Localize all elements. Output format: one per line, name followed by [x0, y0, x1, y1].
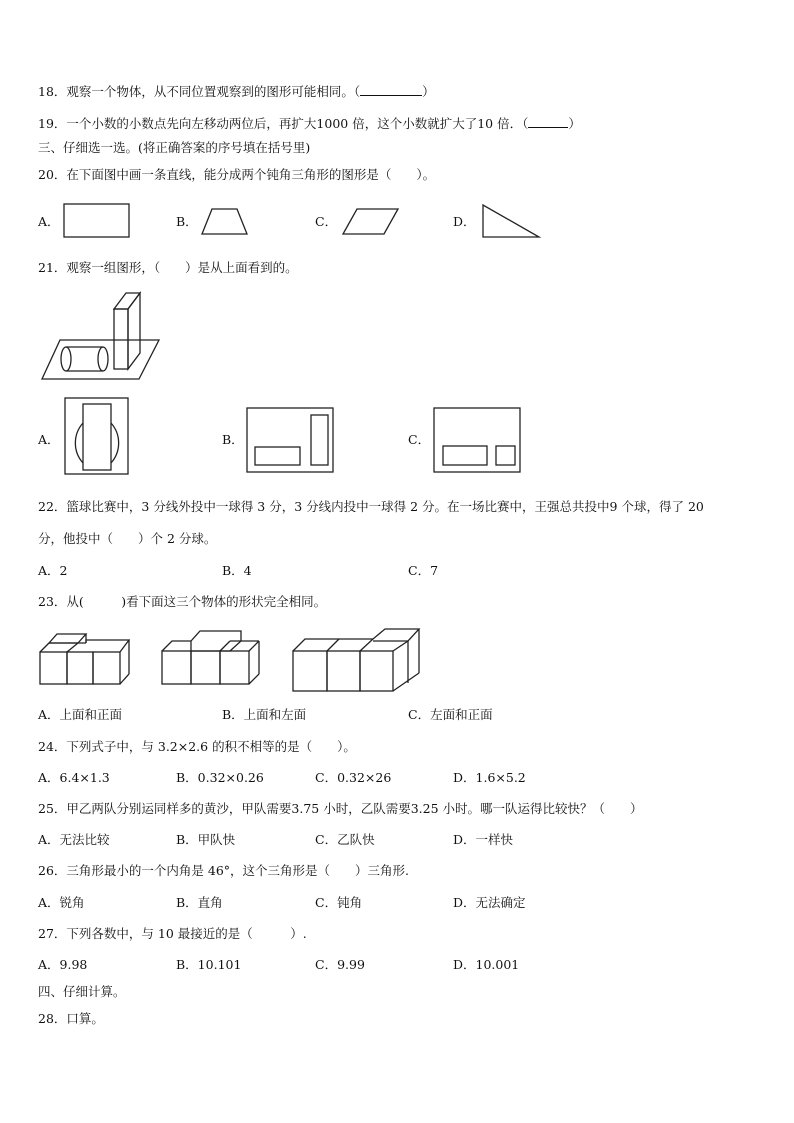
q20-option-d[interactable]: D． [453, 214, 476, 229]
section-3-heading: 三、仔细选一选。(将正确答案的序号填在括号里) [38, 140, 311, 155]
q24-option-b[interactable]: B．0.32×0.26 [176, 770, 264, 785]
question-25-text: 25．甲乙两队分别运同样多的黄沙，甲队需要3.75 小时，乙队需要3.25 小时。哪一队运得比较快？（ ） [38, 801, 643, 816]
q22-option-b[interactable]: B．4 [222, 563, 252, 578]
q25-option-b[interactable]: B．甲队快 [176, 832, 236, 847]
q24-option-c[interactable]: C．0.32×26 [315, 770, 392, 785]
q26-option-b[interactable]: B．直角 [176, 895, 223, 910]
q21-option-c[interactable]: C． [408, 432, 431, 447]
question-26-text: 26．三角形最小的一个内角是 46°，这个三角形是（ ）三角形. [38, 863, 410, 878]
cube-figure-2 [162, 631, 259, 684]
q26-option-a[interactable]: A．锐角 [38, 895, 85, 910]
question-28-text: 28．口算。 [38, 1011, 104, 1026]
q21-option-a[interactable]: A． [38, 432, 60, 447]
q23-option-b[interactable]: B．上面和左面 [222, 707, 307, 722]
q25-option-c[interactable]: C．乙队快 [315, 832, 375, 847]
q20-option-a[interactable]: A． [38, 214, 60, 229]
q21-option-b[interactable]: B． [222, 432, 244, 447]
q27-option-d[interactable]: D．10.001 [453, 957, 520, 972]
q24-option-d[interactable]: D．1.6×5.2 [453, 770, 526, 785]
q24-option-a[interactable]: A．6.4×1.3 [38, 770, 110, 785]
question-19-close: ） [568, 116, 581, 131]
q23-option-a[interactable]: A．上面和正面 [38, 707, 123, 722]
q27-option-c[interactable]: C．9.99 [315, 957, 365, 972]
q20-option-b[interactable]: B． [176, 214, 198, 229]
question-18-text: 18．观察一个物体，从不同位置观察到的图形可能相同。（ [38, 84, 361, 99]
q27-option-a[interactable]: A．9.98 [38, 957, 88, 972]
q23-option-c[interactable]: C．左面和正面 [408, 707, 493, 722]
question-24-text: 24．下列式子中，与 3.2×2.6 的积不相等的是（ ）。 [38, 739, 356, 754]
section-4-heading: 四、仔细计算。 [38, 984, 126, 999]
question-23-text: 23．从( )看下面这三个物体的形状完全相同。 [38, 594, 327, 609]
q25-option-a[interactable]: A．无法比较 [38, 832, 110, 847]
cube-figure-1 [40, 634, 129, 684]
question-20-text: 20．在下面图中画一条直线，能分成两个钝角三角形的图形是（ ）。 [38, 167, 436, 182]
question-21-text: 21．观察一组图形，（ ）是从上面看到的。 [38, 260, 298, 275]
question-18-close: ） [422, 84, 435, 99]
question-27-text: 27．下列各数中，与 10 最接近的是（ ）. [38, 926, 307, 941]
q26-option-c[interactable]: C．钝角 [315, 895, 363, 910]
q22-option-a[interactable]: A．2 [38, 563, 68, 578]
q20-option-c[interactable]: C． [315, 214, 338, 229]
question-22-line-1: 22．篮球比赛中，3 分线外投中一球得 3 分，3 分线内投中一球得 2 分。在一场比赛中，王强总共投中9 个球，得了 20 [38, 499, 704, 514]
q22-option-c[interactable]: C．7 [408, 563, 439, 578]
question-22-line-2: 分，他投中（ ）个 2 分球。 [38, 531, 217, 546]
question-19-text: 19．一个小数的小数点先向左移动两位后，再扩大1000 倍，这个小数就扩大了10 倍．（ [38, 116, 529, 131]
q25-option-d[interactable]: D．一样快 [453, 832, 514, 847]
q27-option-b[interactable]: B．10.101 [176, 957, 242, 972]
q26-option-d[interactable]: D．无法确定 [453, 895, 526, 910]
cube-figure-3 [293, 629, 419, 691]
